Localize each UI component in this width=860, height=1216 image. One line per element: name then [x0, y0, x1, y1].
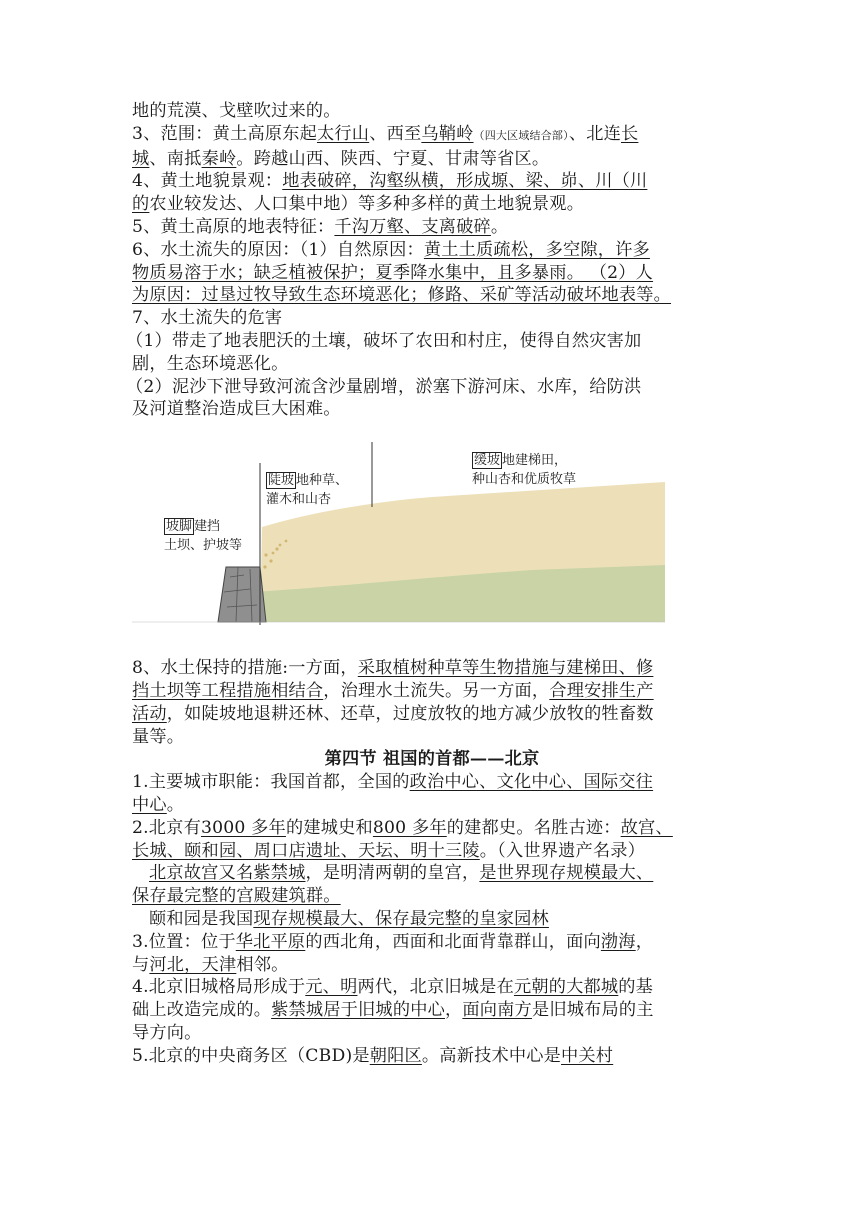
text-line: 地的荒漠、戈壁吹过来的。: [132, 101, 341, 121]
gentle-slope-label: 缓坡 地建梯田， 种山杏和优质牧草: [472, 453, 577, 488]
text-line: 长城、颐和园、周口店遗址、天坛、明十三陵。（入世界遗产名录）: [132, 840, 646, 861]
text-line-erosion-cause: 6、水土流失的原因：（1）自然原因：黄土土质疏松，多空隙，许多: [132, 239, 650, 260]
text-line: 挡土坝等工程措施相结合，治理水土流失。另一方面，合理安排生产: [132, 680, 654, 701]
text-line: 与河北，天津相邻。: [132, 954, 289, 975]
text-line: 物质易溶于水；缺乏植被保护；夏季降水集中，且多暴雨。 （2）人: [132, 262, 654, 283]
text-line-city-function: 1.主要城市职能：我国首都，全国的政治中心、文化中心、国际交往: [132, 772, 654, 793]
text-line: （1）带走了地表肥沃的土壤，破坏了农田和村庄，使得自然灾害加: [126, 330, 642, 351]
text-line: 活动，如陡坡地退耕还林、还草，过度放牧的地方减少放牧的牲畜数: [132, 703, 654, 724]
text-line-summer-palace: 颐和园是我国现存规模最大、保存最完整的皇家园林: [149, 908, 549, 929]
text-line: 城、南抵秦岭。跨越山西、陕西、宁夏、甘肃等省区。: [132, 148, 550, 169]
text-line-cbd: 5.北京的中央商务区（CBD)是朝阳区。高新技术中心是中关村: [132, 1045, 614, 1066]
text-line: （2）泥沙下泄导致河流含沙量剧增，淤塞下游河床、水库，给防洪: [126, 376, 642, 397]
soil-conservation-diagram: [132, 427, 732, 657]
steep-slope-label: 陡坡 地种草、 灌木和山杏: [266, 473, 349, 508]
text-line: 为原因：过垦过牧导致生态环境恶化；修路、采矿等活动破坏地表等。: [132, 285, 672, 306]
slope-foot-label: 坡脚 建挡 土坝、护坡等: [164, 519, 243, 554]
text-line: 的农业较发达、人口集中地）等多种多样的黄土地貌景观。: [132, 194, 585, 215]
text-line-erosion-harm: 7、水土流失的危害: [132, 308, 283, 329]
text-line: 量等。: [132, 726, 185, 747]
text-line: 导方向。: [132, 1022, 202, 1043]
text-line-surface: 5、黄土高原的地表特征：千沟万壑、支离破碎。: [132, 216, 509, 237]
text-line-landform: 4、黄土地貌景观：地表破碎，沟壑纵横，形成塬、梁、峁、川（川: [132, 171, 648, 192]
text-line: 础上改造完成的。紫禁城居于旧城的中心，面向南方是旧城布局的主: [132, 1000, 654, 1021]
document-page: [126, 100, 732, 1068]
text-line: 保存最完整的宫殿建筑群。: [132, 886, 341, 907]
text-line-forbidden-city: 北京故宫又名紫禁城，是明清两朝的皇宫，是世界现存规模最大、: [149, 863, 654, 884]
section-heading: 第四节 祖国的首都——北京: [324, 749, 540, 770]
text-line-conservation: 8、水土保持的措施:一方面，采取植树种草等生物措施与建梯田、修: [132, 658, 654, 679]
text-line-old-city: 4.北京旧城格局形成于元、明两代，北京旧城是在元朝的大都城的基: [132, 977, 654, 998]
text-line: 中心。: [132, 794, 185, 815]
text-line: 剧，生态环境恶化。: [132, 353, 289, 374]
text-line: 及河道整治造成巨大困难。: [132, 399, 341, 420]
text-line-range: 3、范围：黄土高原东起太行山、西至乌鞘岭（四大区域结合部）、北连长: [132, 123, 639, 144]
text-line-location: 3.位置：位于华北平原的西北角，西面和北面背靠群山，面向渤海，: [132, 931, 654, 952]
text-line-history: 2.北京有3000 多年的建城史和800 多年的建都史。名胜古迹：故宫、: [132, 817, 673, 838]
